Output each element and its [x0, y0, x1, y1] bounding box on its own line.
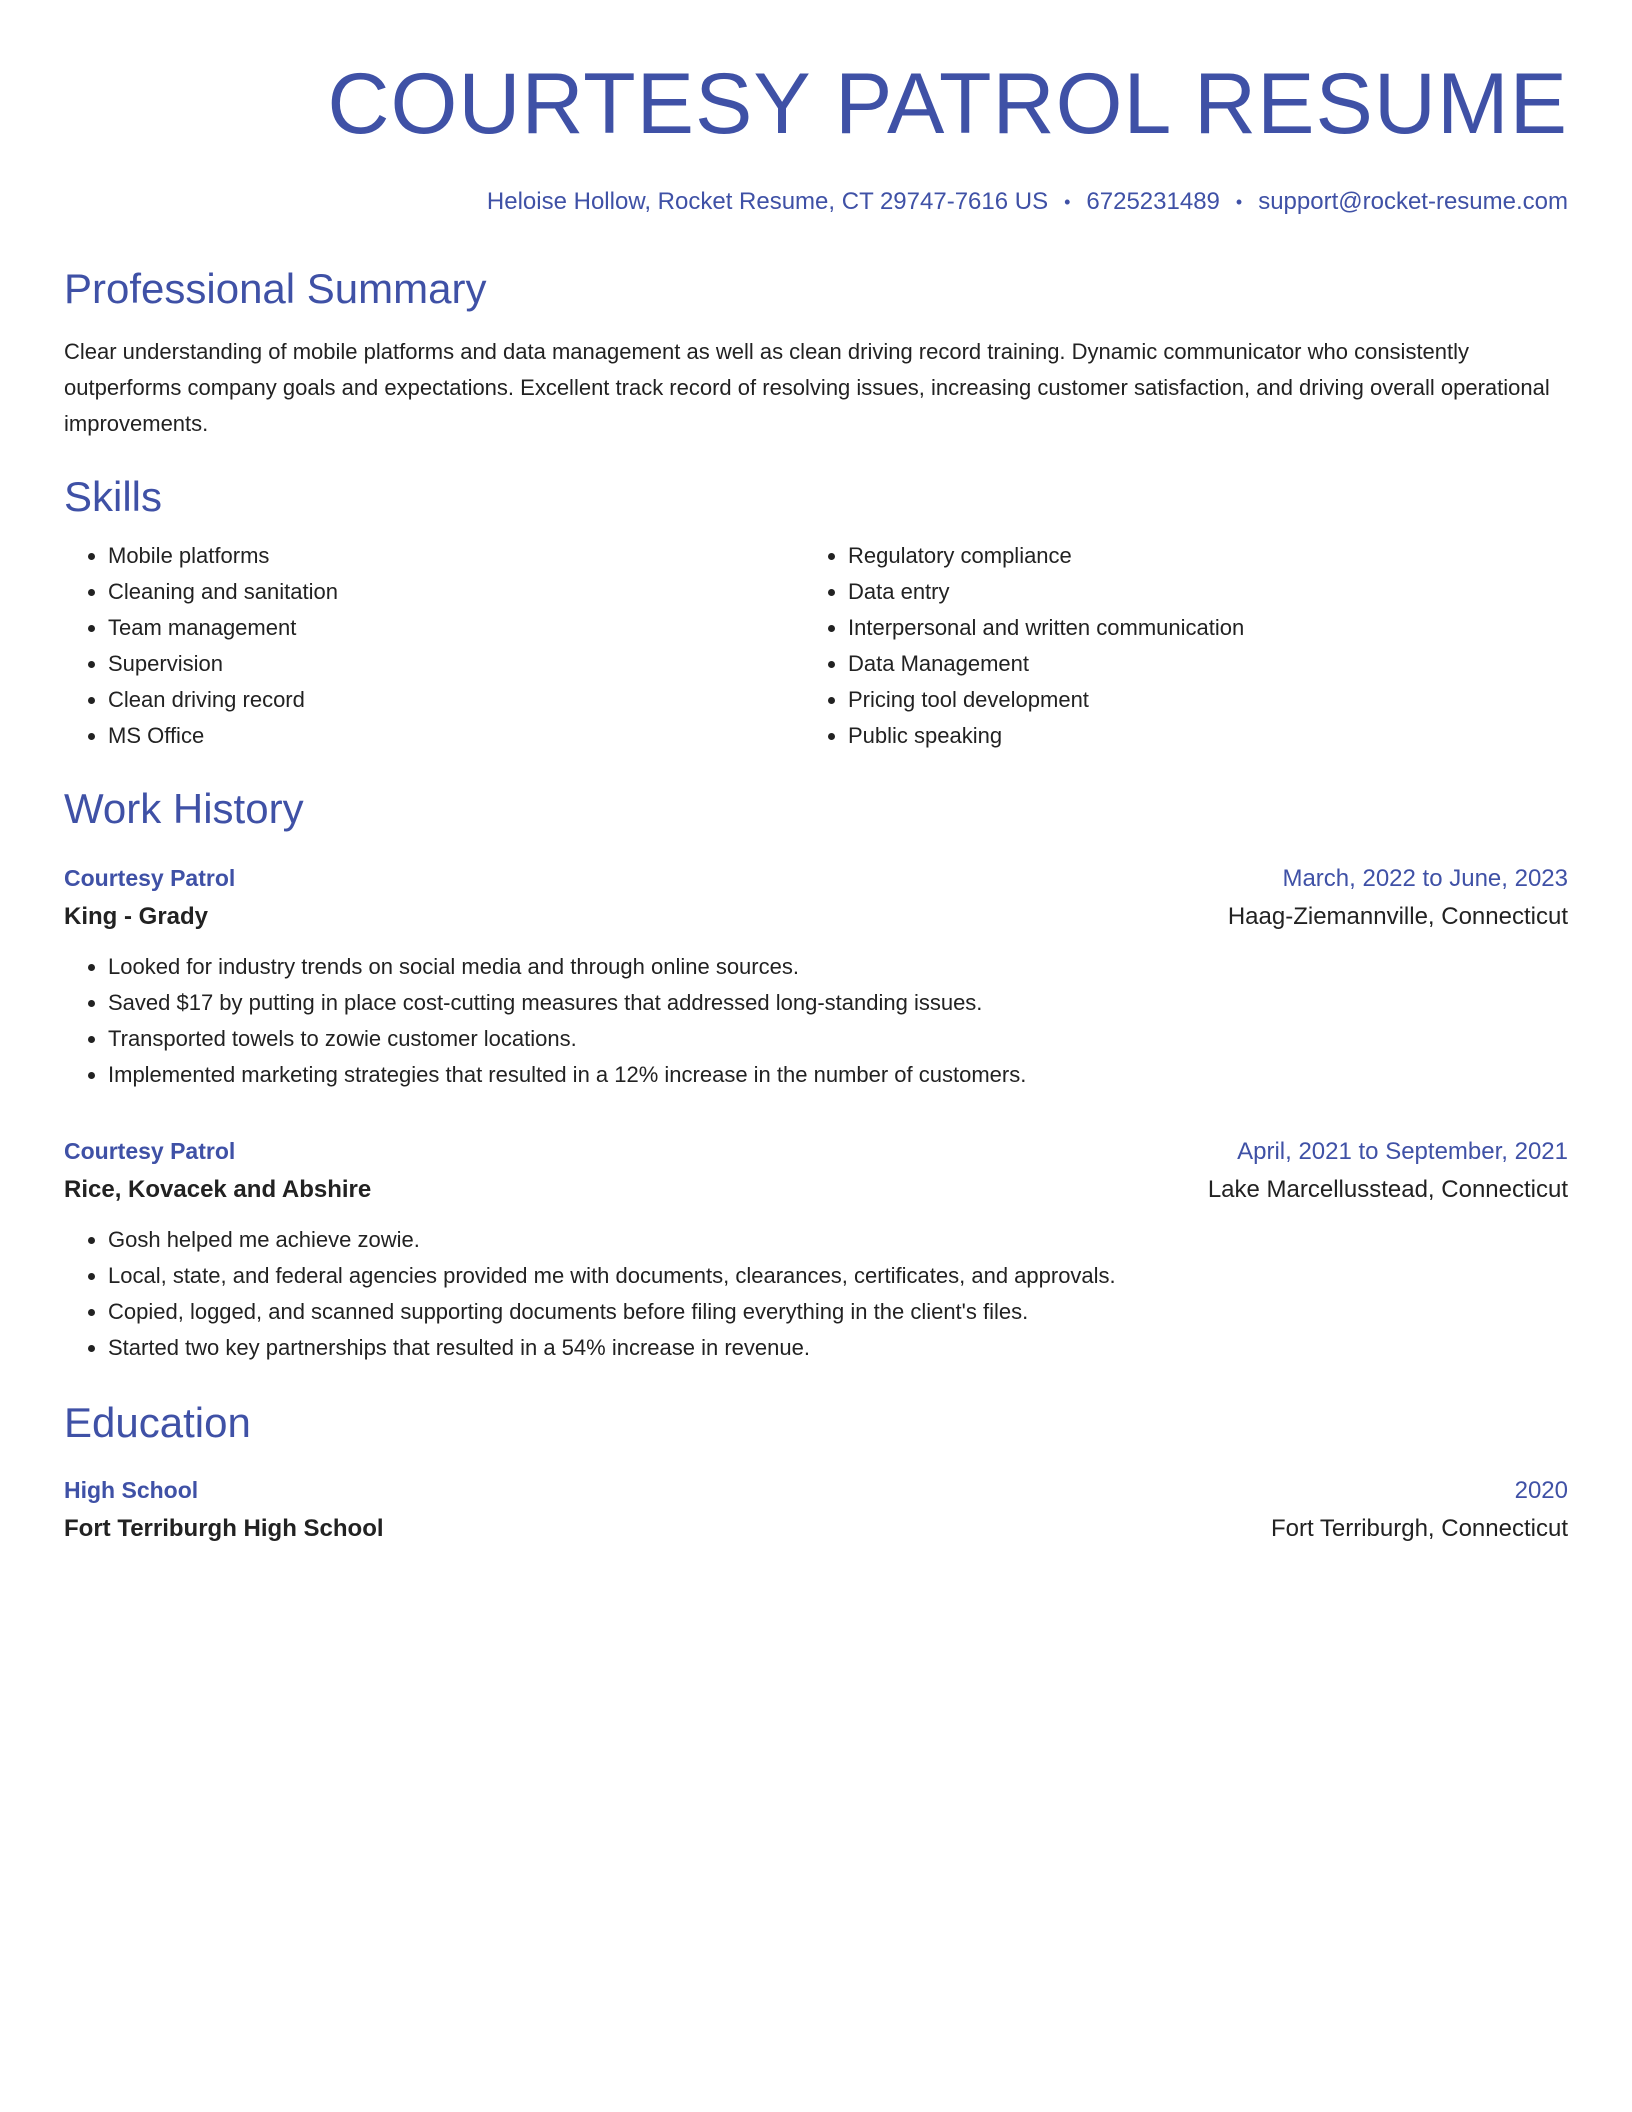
job-entry	[64, 860, 1568, 1093]
job-location: Haag-Ziemannville, Connecticut	[1227, 903, 1568, 930]
job-company: Rice, Kovacek and Abshire	[64, 1176, 372, 1203]
resume-title: COURTESY PATROL RESUME	[327, 56, 1568, 152]
skill-item: • Mobile platforms	[108, 538, 804, 574]
skill-item: • Public speaking	[848, 718, 1544, 754]
education-heading: Education	[64, 1399, 251, 1446]
job-bullet: • Transported towels to zowie customer locations.	[108, 1021, 1568, 1057]
education-school: Fort Terriburgh High School	[64, 1515, 384, 1542]
job-bullet: • Implemented marketing strategies that resulted in a 12% increase in the number of customers.	[108, 1057, 1568, 1093]
job-bullet: • Saved $17 by putting in place cost-cutting measures that addressed long-standing issues.	[108, 985, 1568, 1021]
summary-heading: Professional Summary	[64, 265, 487, 312]
job-title: Courtesy Patrol	[64, 865, 236, 891]
job-bullet: • Copied, logged, and scanned supporting documents before filing everything in the client's files.	[108, 1294, 1568, 1330]
job-bullet: • Gosh helped me achieve zowie.	[108, 1222, 1568, 1258]
job-bullets	[64, 1222, 1568, 1366]
education-entry	[64, 1472, 1568, 1549]
job-company: King - Grady	[64, 903, 209, 930]
work-history-heading: Work History	[64, 785, 304, 832]
job-dates: April, 2021 to September, 2021	[1237, 1138, 1568, 1165]
job-bullets	[64, 949, 1568, 1093]
skill-item: • Interpersonal and written communication	[848, 610, 1544, 646]
contact-separator: •	[1235, 191, 1243, 212]
contact-address: Heloise Hollow, Rocket Resume, CT 29747-7616 US	[486, 188, 1049, 215]
skill-item: • Team management	[108, 610, 804, 646]
skills-list	[64, 538, 1568, 754]
education-year: 2020	[1514, 1477, 1568, 1504]
job-location: Lake Marcellusstead, Connecticut	[1207, 1176, 1568, 1203]
contact-separator: •	[1064, 191, 1071, 212]
skills-heading: Skills	[64, 473, 163, 520]
job-title: Courtesy Patrol	[64, 1138, 236, 1164]
skills-column-right	[804, 538, 1544, 754]
skills-column-left	[64, 538, 804, 754]
job-entry	[64, 1133, 1568, 1366]
education-degree: High School	[64, 1477, 199, 1503]
skill-item: • Clean driving record	[108, 682, 804, 718]
skill-item: • Regulatory compliance	[848, 538, 1544, 574]
job-bullet: • Started two key partnerships that resulted in a 54% increase in revenue.	[108, 1330, 1568, 1366]
job-dates: March, 2022 to June, 2023	[1282, 865, 1568, 892]
job-bullet: • Looked for industry trends on social media and through online sources.	[108, 949, 1568, 985]
job-bullet: • Local, state, and federal agencies provided me with documents, clearances, certificates, and approvals.	[108, 1258, 1568, 1294]
skill-item: • Supervision	[108, 646, 804, 682]
skill-item: • Data Management	[848, 646, 1544, 682]
education-location: Fort Terriburgh, Connecticut	[1270, 1515, 1568, 1542]
skill-item: • Data entry	[848, 574, 1544, 610]
skill-item: • Pricing tool development	[848, 682, 1544, 718]
skill-item: • Cleaning and sanitation	[108, 574, 804, 610]
contact-line	[64, 188, 1568, 216]
contact-email: support@rocket-resume.com	[1258, 188, 1568, 215]
skill-item: • MS Office	[108, 718, 804, 754]
summary-text: Clear understanding of mobile platforms and data management as well as clean driving record training. Dynamic communicator who consistently outperforms company goals and expectations. Excellent track record of resolving issues, increasing customer satisfaction, and driving overall operational improvements.	[64, 339, 1550, 436]
contact-phone: 6725231489	[1086, 188, 1220, 215]
